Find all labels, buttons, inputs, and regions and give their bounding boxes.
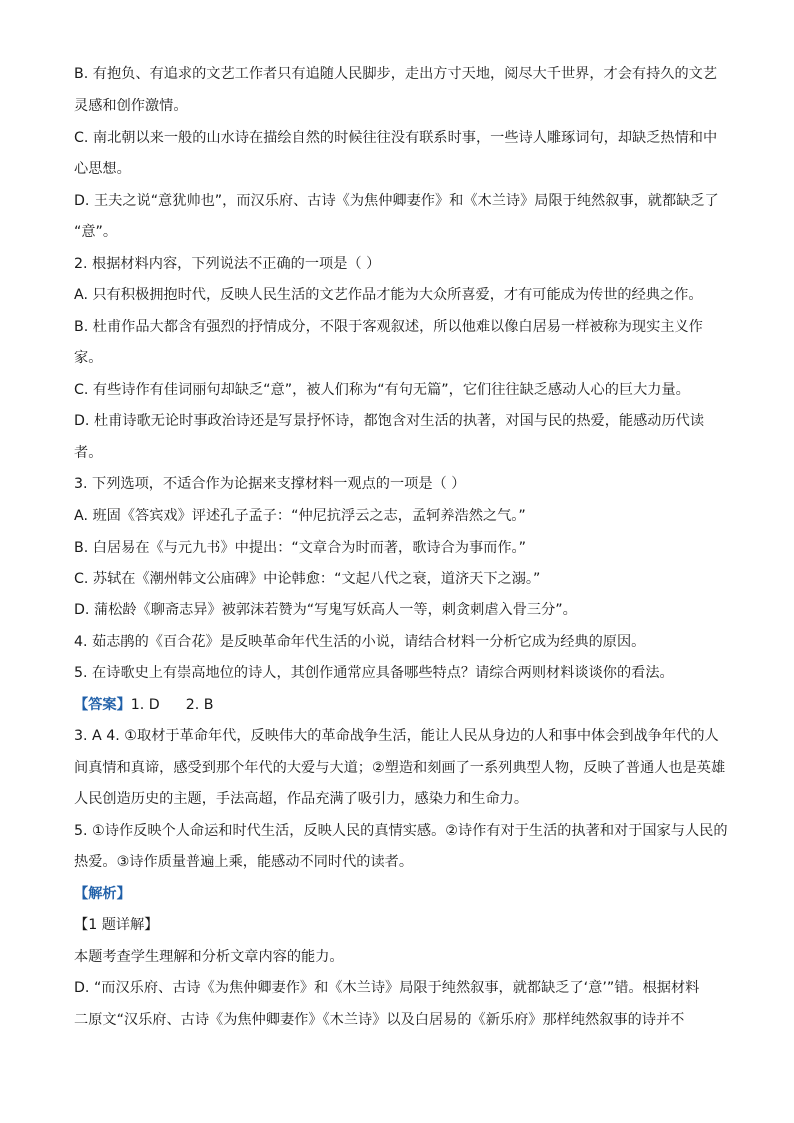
q1-detail-label: 【1 题详解】: [74, 917, 159, 933]
answer-line-5: 5. ①诗作反映个人命运和时代生活，反映人民的真情实感。②诗作有对于生活的执著和对于国家与人民的: [74, 823, 728, 839]
option-b-line-2: 灵感和创作激情。: [74, 98, 188, 114]
answer-q1: 1. D: [130, 697, 160, 713]
analysis-label: [74, 884, 734, 904]
q2-option-b-line-1: B. 杜甫作品大都含有强烈的抒情成分，不限于客观叙述，所以他难以像白居易一样被称为现实主义作: [74, 319, 703, 335]
answer-line-1: [74, 695, 734, 715]
answer-label: 【答案】: [74, 697, 131, 713]
q3-option-b: B. 白居易在《与元九书》中提出：“文章合为时而著，歌诗合为事而作。”: [74, 540, 526, 556]
option-c-line-2: 心思想。: [74, 161, 131, 177]
question-4: 4. 茹志鹃的《百合花》是反映革命年代生活的小说，请结合材料一分析它成为经典的原因。: [74, 634, 646, 650]
option-b-line-1: B. 有抱负、有追求的文艺工作者只有追随人民脚步，走出方寸天地，阅尽大千世界，才会有持久的文艺: [74, 66, 718, 82]
answer-line-3: 间真情和真谛，感受到那个年代的大爱与大道；②塑造和刻画了一系列典型人物，反映了普通人也是英雄: [74, 760, 726, 776]
answer-line-2: 3. A 4. ①取材于革命年代，反映伟大的革命战争生活，能让人民从身边的人和事中体会到战争年代的人: [74, 728, 719, 744]
option-d-line-1: D. 王夫之说“意犹帅也”，而汉乐府、古诗《为焦仲卿妻作》和《木兰诗》局限于纯然叙事，就都缺乏了: [74, 193, 719, 209]
answer-q2: 2. B: [185, 697, 214, 713]
q2-option-c: C. 有些诗作有佳词丽句却缺乏“意”，被人们称为“有句无篇”，它们往往缺乏感动人心的巨大力量。: [74, 382, 690, 398]
analysis-line-2: D. “而汉乐府、古诗《为焦仲卿妻作》和《木兰诗》局限于纯然叙事，就都缺乏了‘意’”错。根据材料: [74, 980, 700, 996]
answer-line-4: 人民创造历史的主题，手法高超，作品充满了吸引力，感染力和生命力。: [74, 791, 529, 807]
analysis-line-3: 二原文“汉乐府、古诗《为焦仲卿妻作》《木兰诗》以及白居易的《新乐府》那样纯然叙事的诗并不: [74, 1012, 685, 1028]
q3-option-c: C. 苏轼在《潮州韩文公庙碑》中论韩愈：“文起八代之衰，道济天下之溺。”: [74, 571, 541, 587]
q2-option-a: A. 只有积极拥抱时代，反映人民生活的文艺作品才能为大众所喜爱，才有可能成为传世的经典之作。: [74, 287, 703, 303]
question-2-stem: 2. 根据材料内容，下列说法不正确的一项是（ ）: [74, 256, 381, 272]
q2-option-d-line-2: 者。: [74, 445, 103, 461]
q3-option-a: A. 班固《答宾戏》评述孔子孟子：“仲尼抗浮云之志，孟轲养浩然之气。”: [74, 508, 526, 524]
answer-line-6: 热爱。③诗作质量普遍上乘，能感动不同时代的读者。: [74, 854, 414, 870]
q2-option-b-line-2: 家。: [74, 350, 103, 366]
analysis-line-1: 本题考查学生理解和分析文章内容的能力。: [74, 949, 344, 965]
q3-option-d: D. 蒲松龄《聊斋志异》被郭沫若赞为“写鬼写妖高人一等，刺贪刺虐入骨三分”。: [74, 602, 577, 618]
option-c-line-1: C. 南北朝以来一般的山水诗在描绘自然的时候往往没有联系时事，一些诗人雕琢词句，却缺乏热情和中: [74, 130, 718, 146]
analysis-label-text: 【解析】: [74, 886, 131, 902]
option-d-line-2: “意”。: [74, 224, 118, 240]
question-5: 5. 在诗歌史上有崇高地位的诗人，其创作通常应具备哪些特点？请综合两则材料谈谈你的看法。: [74, 665, 674, 681]
q2-option-d-line-1: D. 杜甫诗歌无论时事政治诗还是写景抒怀诗，都饱含对生活的执著，对国与民的热爱，能感动历代读: [74, 413, 705, 429]
question-3-stem: 3. 下列选项，不适合作为论据来支撑材料一观点的一项是（ ）: [74, 476, 466, 492]
